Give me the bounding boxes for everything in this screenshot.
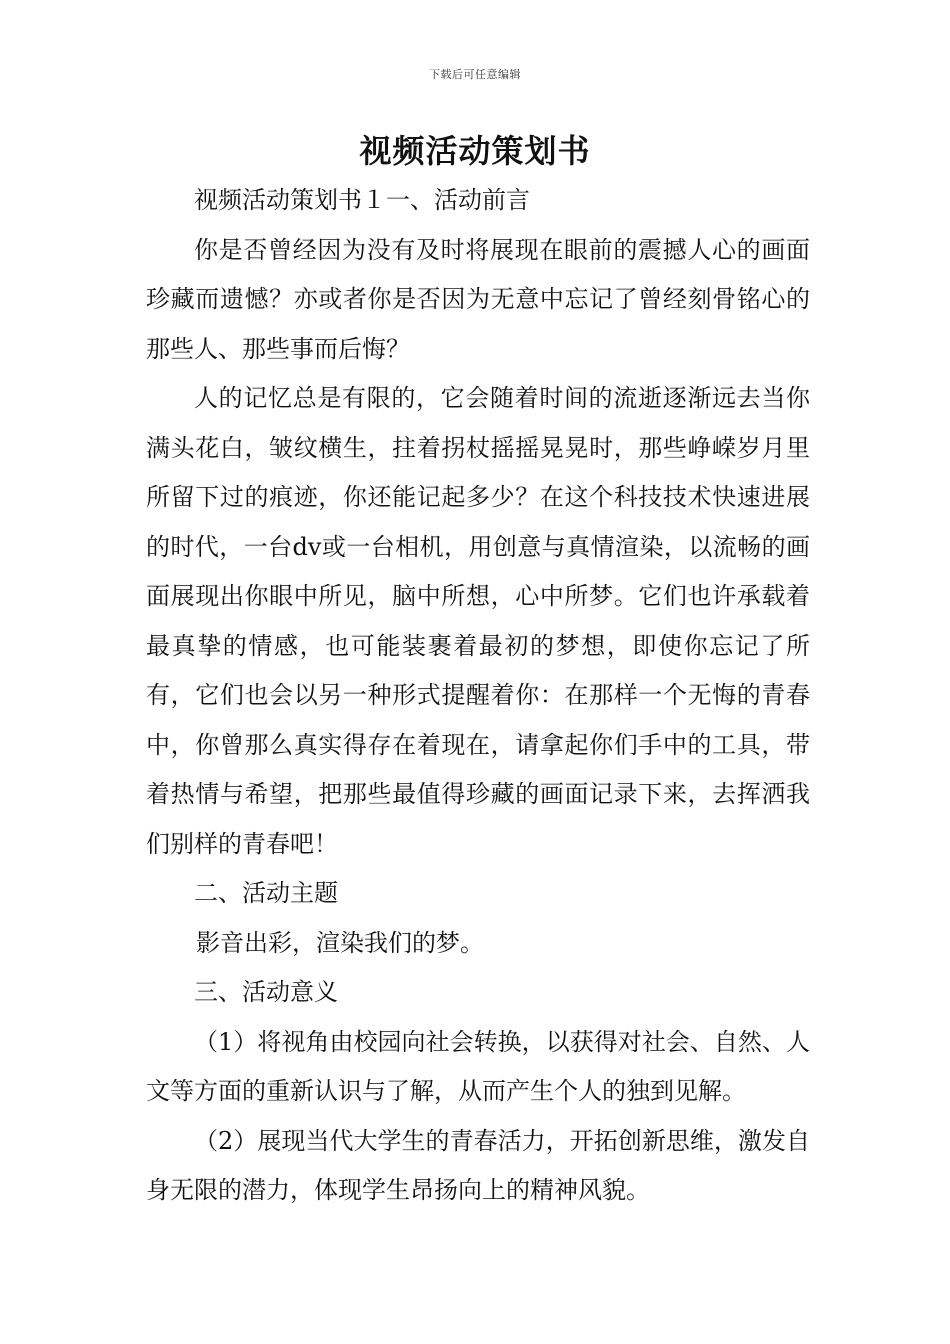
section-heading-significance: 三、活动意义 [194,978,338,1006]
document-body [146,176,810,1216]
paragraph-theme: 影音出彩，渲染我们的梦。 [196,928,484,957]
header-note: 下载后可任意编辑 [429,68,521,81]
section-heading-theme: 二、活动主题 [194,879,338,907]
paragraph-intro-heading: 视频活动策划书１一、活动前言 [194,186,530,214]
paragraph-significance-1: （1）将视角由校园向社会转换，以获得对社会、自然、人文等方面的重新认识与了解，从而产生个人的独到见解。 [146,1027,810,1105]
paragraph-significance-2: （2）展现当代大学生的青春活力，开拓创新思维，激发自身无限的潜力，体现学生昂扬向上的精神风貌。 [146,1126,810,1204]
document-title: 视频活动策划书 [359,132,591,170]
paragraph-preface-1: 你是否曾经因为没有及时将展现在眼前的震撼人心的画面珍藏而遗憾？亦或者你是否因为无意中忘记了曾经刻骨铭心的那些人、那些事而后悔？ [146,235,810,363]
paragraph-preface-2: 人的记忆总是有限的，它会随着时间的流逝逐渐远去当你满头花白，皱纹横生，拄着拐杖摇摇晃晃时，那些峥嵘岁月里所留下过的痕迹，你还能记起多少？在这个科技技术快速进展的时代，一台dv或一台相机，用创意与真情渲染，以流畅的画面展现出你眼中所见，脑中所想，心中所梦。它们也许承载着最真挚的情感，也可能装裹着最初的梦想，即使你忘记了所有，它们也会以另一种形式提醒着你：在那样一个无悔的青春中，你曾那么真实得存在着现在，请拿起你们手中的工具，带着热情与希望，把那些最值得珍藏的画面记录下来，去挥洒我们别样的青春吧！ [146,384,810,858]
